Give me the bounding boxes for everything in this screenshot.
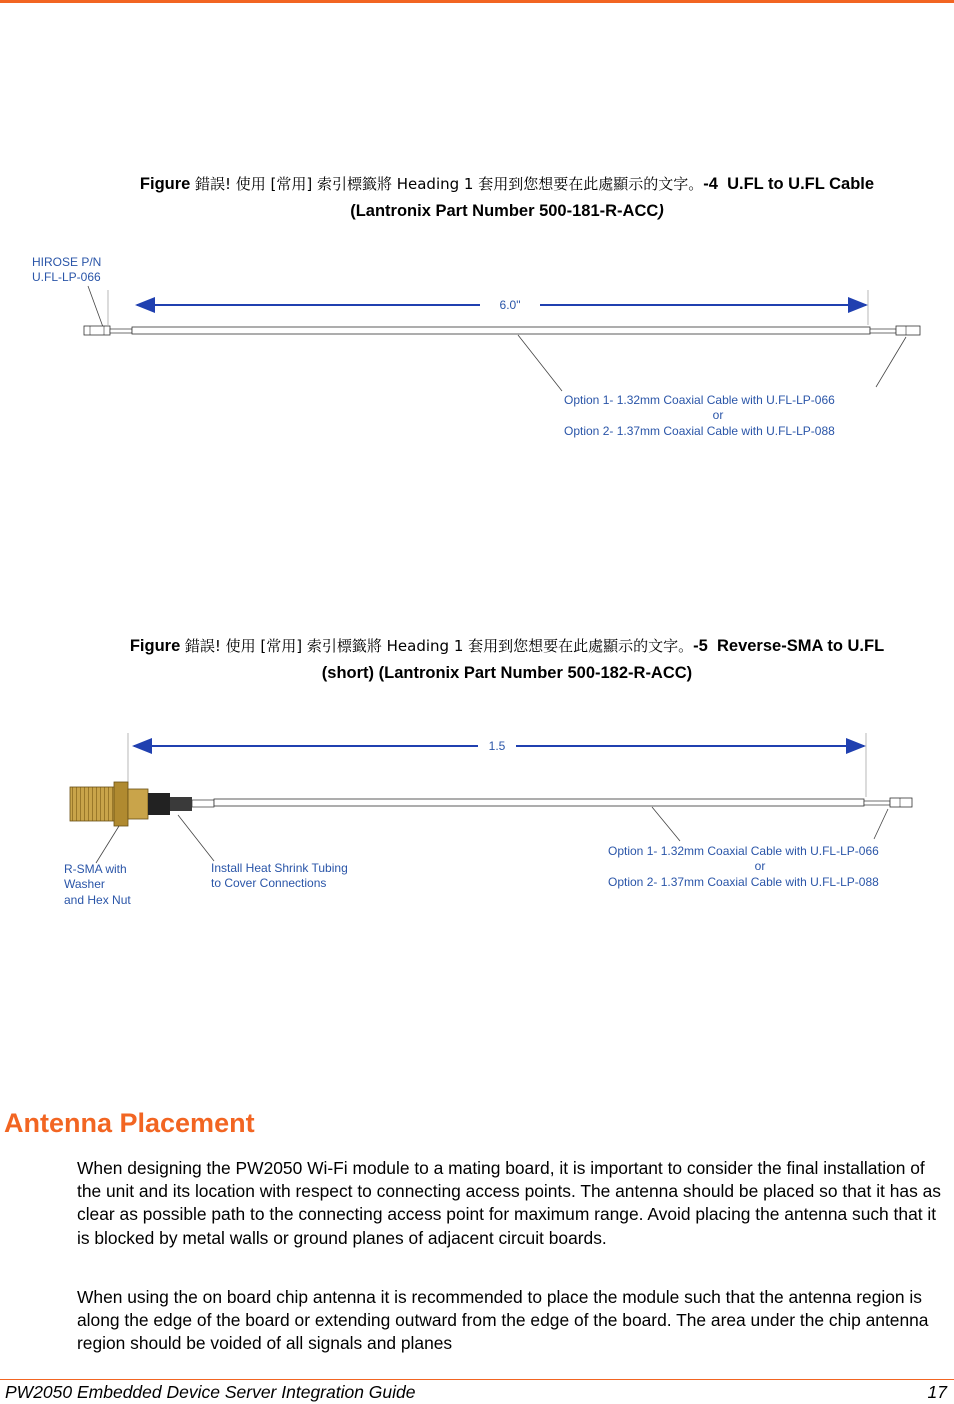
heat-shrink-label: Install Heat Shrink Tubing xyxy=(211,861,348,875)
option-1-label: Option 1- 1.32mm Coaxial Cable with U.FL-LP-066 xyxy=(608,844,879,858)
ufl-connector-left xyxy=(84,326,110,335)
or-label: or xyxy=(712,408,724,422)
figure-4-caption: Figure 錯誤! 使用 [常用] 索引標籤將 Heading 1 套用到您想要在此處顯示的文字。-4 U.FL to U.FL Cable (Lantronix Part Number 500-181-R-ACC) xyxy=(139,175,875,220)
rsma-label: and Hex Nut xyxy=(64,893,131,907)
leader-line xyxy=(652,807,680,841)
figure-4-caption-error: 錯誤! 使用 [常用] 索引標籤將 Heading 1 套用到您想要在此處顯示的文字。 xyxy=(194,175,704,193)
paragraph: When designing the PW2050 Wi-Fi module to a mating board, it is important to consider the final installation of the unit and its location with respect to connecting access points. The antenna should be placed so that it has as clear as possible path to the connecting access point for maximum range. Avoid placing the antenna such that it is blocked by metal walls or ground planes of adjacent circuit boards. xyxy=(77,1158,941,1248)
coaxial-cable xyxy=(132,327,870,334)
option-2-label: Option 2- 1.37mm Coaxial Cable with U.FL-LP-088 xyxy=(608,875,879,889)
coaxial-cable xyxy=(214,799,864,806)
footer-document-title: PW2050 Embedded Device Server Integration Guide xyxy=(5,1382,416,1402)
rsma-connector xyxy=(70,787,114,821)
leader-line xyxy=(876,337,906,387)
ufl-connector-right xyxy=(896,326,920,335)
heat-shrink-tubing xyxy=(148,793,170,815)
leader-line xyxy=(874,809,888,839)
section-heading: Antenna Placement xyxy=(4,1108,255,1138)
heat-shrink-label: to Cover Connections xyxy=(211,876,327,890)
leader-line xyxy=(178,815,214,861)
figure-4-caption-part: (Lantronix Part Number 500-181-R-ACC xyxy=(350,202,659,220)
figure-5-caption-title: Reverse-SMA to U.FL xyxy=(716,637,885,655)
hex-nut xyxy=(114,782,128,826)
cable-length-label: 1.5 xyxy=(488,739,506,753)
option-1-label: Option 1- 1.32mm Coaxial Cable with U.FL-LP-066 xyxy=(564,393,835,407)
page-number: 17 xyxy=(927,1382,947,1402)
figure-4-caption-title: U.FL to U.FL Cable xyxy=(727,175,875,193)
leader-line xyxy=(518,335,562,391)
option-2-label: Option 2- 1.37mm Coaxial Cable with U.FL-LP-088 xyxy=(564,424,835,438)
leader-line xyxy=(96,826,119,863)
figure-5-cable-drawing xyxy=(0,725,954,925)
connector-pn-label: HIROSE P/N xyxy=(32,255,102,269)
figure-5-caption: Figure 錯誤! 使用 [常用] 索引標籤將 Heading 1 套用到您想要在此處顯示的文字。-5 Reverse-SMA to U.FL (short) (Lantronix Part Number 500-182-R-ACC) xyxy=(129,637,885,682)
leader-line xyxy=(88,286,103,327)
or-label: or xyxy=(754,859,766,873)
figure-5-caption-part: (short) (Lantronix Part Number 500-182-R-ACC) xyxy=(321,664,693,682)
ufl-connector-right xyxy=(890,798,912,807)
figure-4-cable-drawing xyxy=(0,245,954,445)
rsma-label: R-SMA with xyxy=(64,862,127,876)
figure-5-caption-error: 錯誤! 使用 [常用] 索引標籤將 Heading 1 套用到您想要在此處顯示的文字。 xyxy=(184,637,694,655)
connector-pn-label: U.FL-LP-066 xyxy=(32,270,101,284)
cable-length-label: 6.0" xyxy=(499,298,521,312)
rsma-label: Washer xyxy=(64,877,105,891)
footer-rule xyxy=(0,1379,954,1380)
paragraph: When using the on board chip antenna it is recommended to place the module such that the antenna region is along the edge of the board or extending outward from the edge of the board. The area under the chip antenna region should be voided of all signals and planes xyxy=(77,1287,929,1354)
header-rule xyxy=(0,0,954,3)
